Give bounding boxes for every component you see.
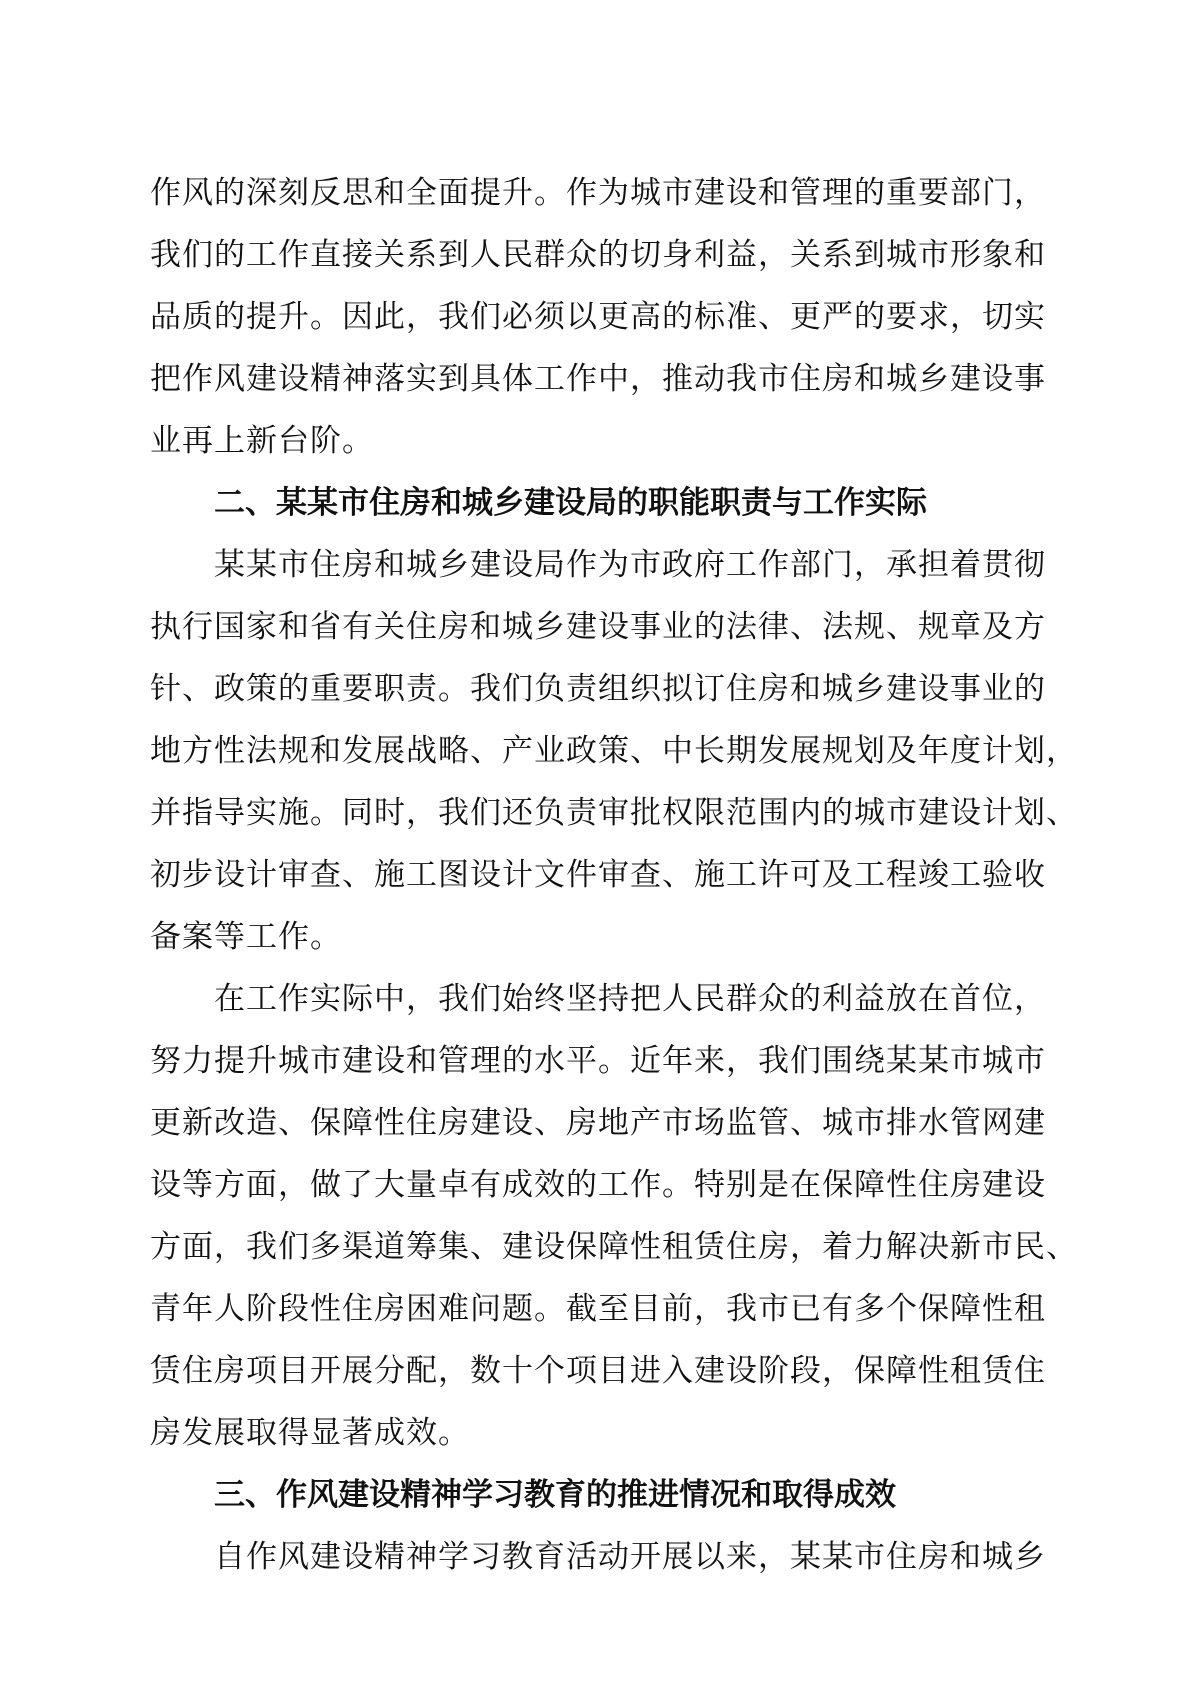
text-line: 房发展取得显著成效。 <box>150 1415 470 1451</box>
text-line: 赁住房项目开展分配，数十个项目进入建设阶段，保障性租赁住 <box>150 1353 1046 1389</box>
text-line: 业再上新台阶。 <box>150 423 374 459</box>
text-line: 作风的深刻反思和全面提升。作为城市建设和管理的重要部门， <box>150 175 1046 211</box>
paragraph-2 <box>150 534 1078 968</box>
text-line: 某某市住房和城乡建设局作为市政府工作部门，承担着贯彻 <box>214 547 1046 583</box>
text-line: 在工作实际中，我们始终坚持把人民群众的利益放在首位， <box>214 981 1046 1017</box>
text-line: 初步设计审查、施工图设计文件审查、施工许可及工程竣工验收 <box>150 857 1046 893</box>
text-line: 把作风建设精神落实到具体工作中，推动我市住房和城乡建设事 <box>150 361 1046 397</box>
text-line: 自作风建设精神学习教育活动开展以来，某某市住房和城乡 <box>214 1539 1046 1575</box>
text-line: 设等方面，做了大量卓有成效的工作。特别是在保障性住房建设 <box>150 1167 1046 1203</box>
text-line: 备案等工作。 <box>150 919 342 955</box>
text-line: 品质的提升。因此，我们必须以更高的标准、更严的要求，切实 <box>150 299 1046 335</box>
paragraph-3 <box>150 968 1078 1464</box>
text-line: 我们的工作直接关系到人民群众的切身利益，关系到城市形象和 <box>150 237 1046 273</box>
paragraph-4 <box>150 1526 1046 1588</box>
paragraph-1 <box>150 162 1046 472</box>
text-line: 青年人阶段性住房困难问题。截至目前，我市已有多个保障性租 <box>150 1291 1046 1327</box>
section-heading-3: 三、作风建设精神学习教育的推进情况和取得成效 <box>214 1477 896 1513</box>
document-body <box>150 162 1078 1588</box>
text-line: 地方性法规和发展战略、产业政策、中长期发展规划及年度计划， <box>150 733 1078 769</box>
text-line: 执行国家和省有关住房和城乡建设事业的法律、法规、规章及方 <box>150 609 1046 645</box>
text-line: 更新改造、保障性住房建设、房地产市场监管、城市排水管网建 <box>150 1105 1046 1141</box>
section-heading-2: 二、某某市住房和城乡建设局的职能职责与工作实际 <box>214 485 927 521</box>
text-line: 方面，我们多渠道筹集、建设保障性租赁住房，着力解决新市民、 <box>150 1229 1078 1265</box>
text-line: 努力提升城市建设和管理的水平。近年来，我们围绕某某市城市 <box>150 1043 1046 1079</box>
text-line: 并指导实施。同时，我们还负责审批权限范围内的城市建设计划、 <box>150 795 1078 831</box>
text-line: 针、政策的重要职责。我们负责组织拟订住房和城乡建设事业的 <box>150 671 1046 707</box>
